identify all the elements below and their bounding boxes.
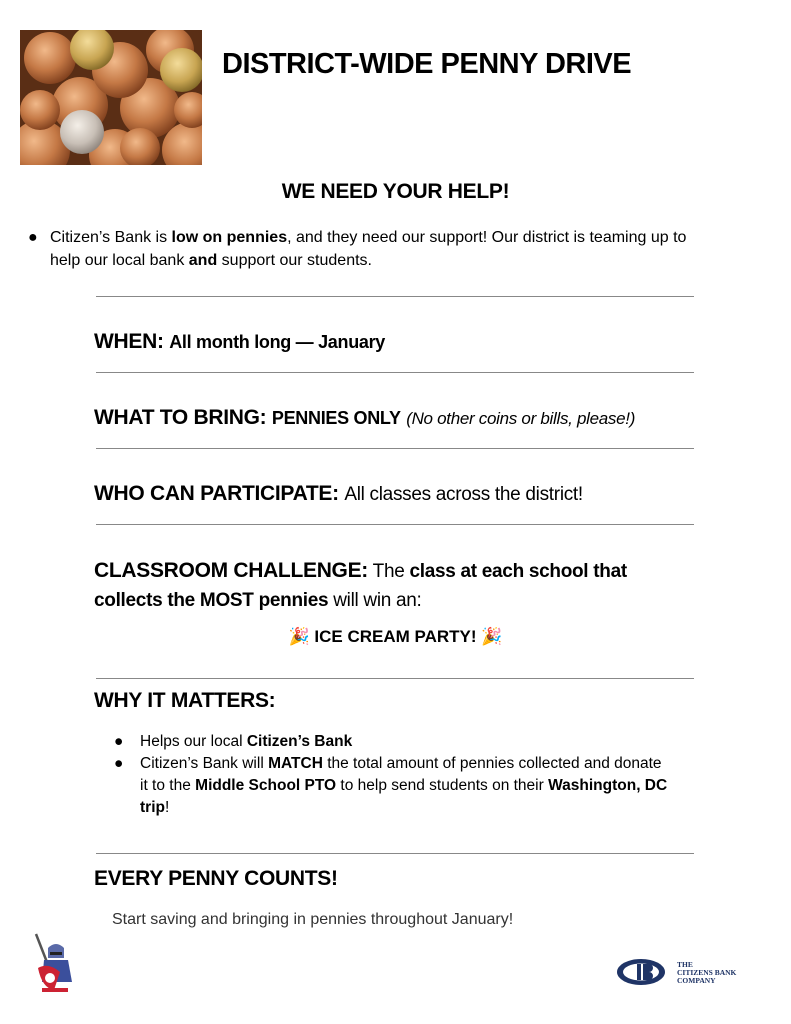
list-item: ● Helps our local Citizen’s Bank: [114, 733, 353, 750]
divider: [96, 853, 694, 854]
pennies-photo: [20, 30, 202, 165]
closing-text: Start saving and bringing in pennies throughout January!: [112, 911, 514, 928]
divider: [96, 448, 694, 449]
challenge-section: CLASSROOM CHALLENGE: The class at each school that collects the MOST pennies will win an:: [94, 559, 627, 611]
divider: [96, 372, 694, 373]
divider: [96, 524, 694, 525]
why-heading: WHY IT MATTERS:: [94, 689, 276, 712]
bullet: ●: [28, 229, 38, 246]
knight-mascot-logo: [28, 930, 80, 996]
when-section: WHEN: All month long — January: [94, 330, 386, 353]
bank-name-text: THE CITIZENS BANK COMPANY: [677, 960, 737, 985]
citizens-bank-logo: [615, 954, 755, 990]
party-popper-icon: 🎉: [288, 627, 310, 646]
who-section: WHO CAN PARTICIPATE: All classes across the district!: [94, 482, 583, 505]
every-penny-heading: EVERY PENNY COUNTS!: [94, 867, 338, 890]
list-item: ● Citizen’s Bank will MATCH the total amount of pennies collected and donate it to the Middle School PTO to help send students on their Washington, DC trip!: [114, 755, 668, 816]
party-popper-icon: 🎉: [481, 627, 503, 646]
help-heading: WE NEED YOUR HELP!: [281, 180, 510, 203]
ice-cream-party: 🎉 ICE CREAM PARTY! 🎉: [288, 627, 503, 646]
page-title: DISTRICT-WIDE PENNY DRIVE: [222, 48, 632, 80]
divider: [96, 296, 694, 297]
what-section: WHAT TO BRING: PENNIES ONLY (No other coins or bills, please!): [94, 406, 636, 429]
intro-text: Citizen’s Bank is low on pennies, and they need our support! Our district is teaming up to help our local bank and support our students.: [50, 229, 687, 269]
divider: [96, 678, 694, 679]
why-list: [112, 731, 672, 819]
